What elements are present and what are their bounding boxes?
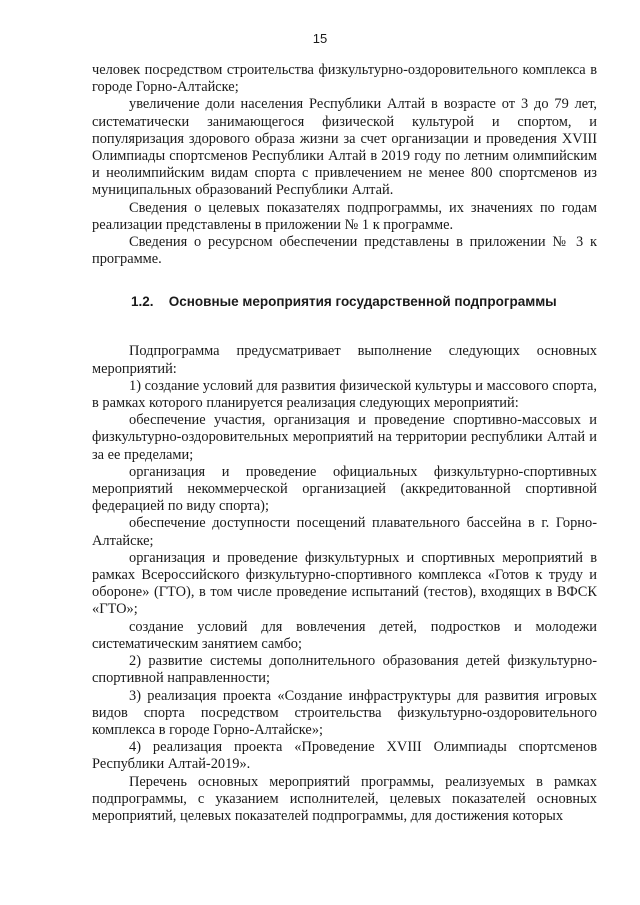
paragraph: 3) реализация проекта «Создание инфраструктуры для развития игровых видов спорта посредством строительства физкультурно-оздоровительного комплекса в городе Горно-Алтайске»;: [92, 687, 597, 738]
paragraph: увеличение доли населения Республики Алтай в возрасте от 3 до 79 лет, систематически занимающегося физической культурой и спортом, и популяризация здорового образа жизни за счет организации и проведения XVIII Олимпиады спортсменов Республики Алтай в 2019 году по летним олимпийским и неолимпийским видам спорта с привлечением не менее 800 спортсменов из муниципальных образований Республики Алтай.: [92, 96, 597, 199]
paragraph: Перечень основных мероприятий программы, реализуемых в рамках подпрограммы, с указанием исполнителей, целевых показателей основных мероприятий, целевых показателей подпрограммы, для достижения которых: [92, 773, 597, 824]
paragraph: обеспечение доступности посещений плавательного бассейна в г. Горно-Алтайске;: [92, 515, 597, 549]
paragraph: Сведения о целевых показателях подпрограммы, их значениях по годам реализации представлены в приложении № 1 к программе.: [92, 199, 597, 233]
paragraph: человек посредством строительства физкультурно-оздоровительного комплекса в городе Горно-Алтайске;: [92, 62, 597, 96]
paragraph: Сведения о ресурсном обеспечении представлены в приложении № 3 к программе.: [92, 234, 597, 268]
paragraph: создание условий для вовлечения детей, подростков и молодежи систематическим занятием самбо;: [92, 618, 597, 652]
page-number: 15: [312, 31, 328, 46]
document-body: [92, 62, 597, 825]
paragraph: организация и проведение официальных физкультурно-спортивных мероприятий некоммерческой организацией (аккредитованной спортивной федерацией по виду спорта);: [92, 463, 597, 515]
section-title: Основные мероприятия государственной подпрограммы: [168, 294, 557, 310]
section-number: 1.2.: [131, 294, 154, 310]
paragraph: 1) создание условий для развития физической культуры и массового спорта, в рамках которого планируется реализация следующих мероприятий:: [92, 377, 597, 412]
paragraph: организация и проведение физкультурных и спортивных мероприятий в рамках Всероссийского физкультурно-спортивного комплекса «Готов к труду и обороне» (ГТО), в том числе проведение испытаний (тестов), входящих в ВФСК «ГТО»;: [92, 549, 597, 618]
paragraph: 2) развитие системы дополнительного образования детей физкультурно-спортивной направленности;: [92, 653, 597, 687]
section-heading: [131, 293, 597, 310]
paragraph: 4) реализация проекта «Проведение XVIII Олимпиады спортсменов Республики Алтай-2019».: [92, 739, 597, 773]
paragraph: Подпрограмма предусматривает выполнение следующих основных мероприятий:: [92, 343, 597, 377]
paragraph: обеспечение участия, организация и проведение спортивно-массовых и физкультурно-оздоровительных мероприятий на территории республики Алтай и за ее пределами;: [92, 412, 597, 463]
